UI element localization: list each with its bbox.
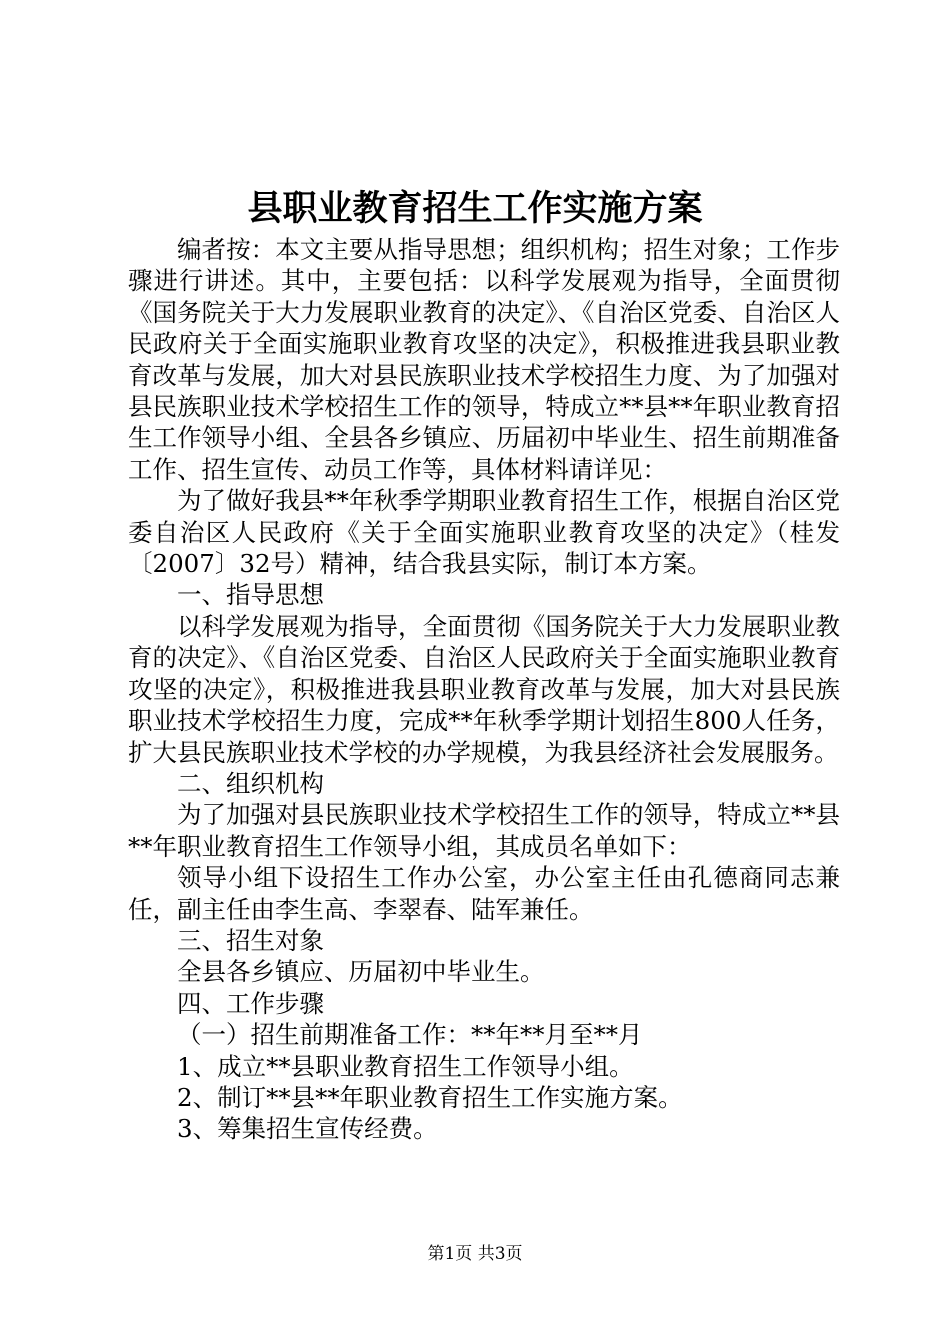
step-item: 2、制订**县**年职业教育招生工作实施方案。 — [177, 1082, 683, 1112]
editor-note-paragraph: 编者按：本文主要从指导思想；组织机构；招生对象；工作步骤进行讲述。其中，主要包括：以科学发展观为指导，全面贯彻《国务院关于大力发展职业教育的决定》、《自治区党委、自治区人民政府关于全面实施职业教育攻坚的决定》，积极推进我县职业教育改革与发展，加大对县民族职业技术学校招生力度、为了加强对县民族职业技术学校招生工作的领导，特成立**县**年职业教育招生工作领导小组、全县各乡镇应、历届初中毕业生、招生前期准备工作、招生宣传、动员工作等，具体材料请详见： — [128, 235, 840, 484]
page-number-footer: 第1页 共3页 — [427, 1244, 523, 1264]
section-heading-guiding-thought: 一、指导思想 — [177, 580, 324, 610]
guiding-thought-paragraph: 以科学发展观为指导，全面贯彻《国务院关于大力发展职业教育的决定》、《自治区党委、自治区人民政府关于全面实施职业教育攻坚的决定》，积极推进我县职业教育改革与发展，加大对县民族职业技术学校招生力度，完成**年秋季学期计划招生800人任务，扩大县民族职业技术学校的办学规模，为我县经济社会发展服务。 — [128, 611, 840, 767]
office-paragraph: 领导小组下设招生工作办公室，办公室主任由孔德商同志兼任，副主任由李生高、李翠春、陆军兼任。 — [128, 863, 840, 924]
section-heading-work-steps: 四、工作步骤 — [177, 988, 324, 1018]
organization-paragraph: 为了加强对县民族职业技术学校招生工作的领导，特成立**县**年职业教育招生工作领导小组，其成员名单如下： — [128, 800, 840, 861]
document-body — [128, 234, 840, 1145]
intro-paragraph: 为了做好我县**年秋季学期职业教育招生工作，根据自治区党委自治区人民政府《关于全面实施职业教育攻坚的决定》（桂发〔2007〕32号）精神，结合我县实际，制订本方案。 — [128, 486, 840, 579]
subsection-heading-preparation: （一）招生前期准备工作：**年**月至**月 — [177, 1020, 643, 1050]
section-heading-organization: 二、组织机构 — [177, 768, 324, 798]
enrollment-target-paragraph: 全县各乡镇应、历届初中毕业生。 — [177, 957, 545, 987]
step-item: 3、筹集招生宣传经费。 — [177, 1114, 438, 1144]
document-title: 县职业教育招生工作实施方案 — [247, 188, 703, 229]
step-item: 1、成立**县职业教育招生工作领导小组。 — [177, 1051, 634, 1081]
section-heading-enrollment-target: 三、招生对象 — [177, 925, 324, 955]
